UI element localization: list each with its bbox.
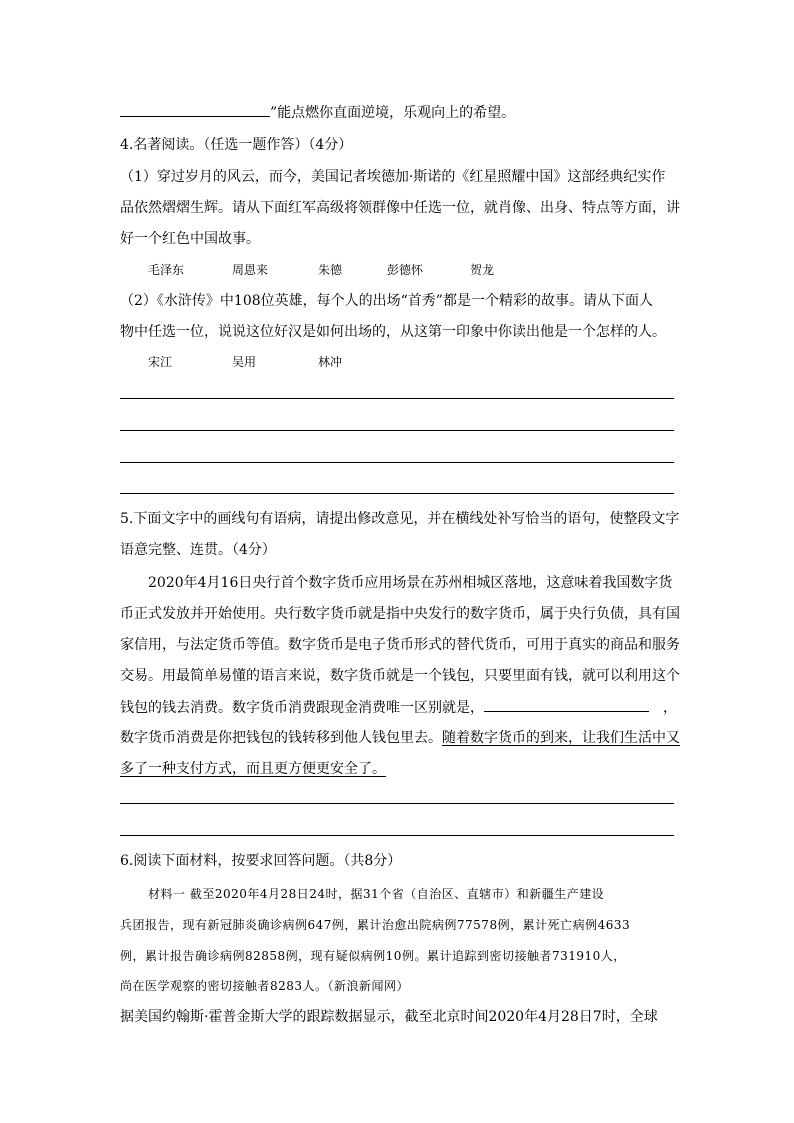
question-5-title: 语意完整、连贯。（4分） [120,542,276,558]
q4-part2-line: 物中任选一位，说说这位好汉是如何出场的，从这第一印象中你读出他是一个怎样的人。 [120,324,666,340]
material-1-line: 兵团报告，现有新冠肺炎确诊病例647例，累计治愈出院病例77578例，累计死亡病例4633 [120,918,631,932]
q5-paragraph-line [120,759,386,779]
name-option: 贺龙 [470,263,495,277]
q5-paragraph-line [120,697,677,718]
paragraph-text: 钱包的钱去消费。数字货币消费跟现金消费唯一区别就是， [120,700,484,716]
q5-paragraph-line: 币正式发放并开始使用。央行数字货币就是指中央发行的数字货币，属于央行负债，具有国 [120,606,680,622]
answer-line[interactable] [120,430,674,431]
material-1-line: 材料一 截至2020年4月28日24时，据31个省（自治区、直辖市）和新疆生产建设 [148,887,605,901]
name-option: 彭德怀 [387,263,424,277]
underlined-sentence: 多了一种支付方式，而且更方便更安全了。 [120,761,386,777]
q5-paragraph-line: 2020年4月16日央行首个数字货币应用场景在苏州相城区落地，这意味着我国数字货 [148,575,673,591]
name-option: 朱德 [318,263,343,277]
q4-part2-line: （2）《水浒传》中108位英雄，每个人的出场“首秀”都是一个精彩的故事。请从下面人 [120,293,653,309]
q4-part1-line: 品依然熠熠生辉。请从下面红军高级将领群像中任选一位，就肖像、出身、特点等方面，讲 [120,200,680,216]
q4-part1-line: 好一个红色中国故事。 [120,231,260,247]
fill-in-blank[interactable] [484,697,649,712]
name-option: 周恩来 [232,263,269,277]
material-1-line: 例，累计报告确诊病例82858例，现有疑似病例10例。累计追踪到密切接触者731910人， [120,949,626,963]
answer-line[interactable] [120,493,674,494]
answer-line[interactable] [120,462,674,463]
q5-paragraph-line: 交易。用最简单易懂的语言来说，数字货币就是一个钱包，只要里面有钱，就可以利用这个 [120,668,680,684]
answer-line[interactable] [120,398,674,399]
q6-paragraph-line: 据美国约翰斯·霍普金斯大学的跟踪数据显示，截至北京时间2020年4月28日7时，全球 [120,1009,658,1025]
answer-line-fragment [120,102,515,123]
answer-line[interactable] [120,803,674,804]
q5-paragraph-line: 家信用，与法定货币等值。数字货币是电子货币形式的替代货币，可用于真实的商品和服务 [120,637,680,653]
question-6-title: 6.阅读下面材料，按要求回答问题。（共8分） [120,853,402,869]
answer-line[interactable] [120,835,674,836]
sentence-tail: ”能点燃你直面逆境，乐观向上的希望。 [270,105,516,121]
material-1-line: 尚在医学观察的密切接触者8283人。（新浪新闻网） [120,979,410,993]
name-option: 吴用 [232,355,257,369]
fill-in-blank[interactable] [120,102,270,117]
q5-paragraph-line [120,728,680,748]
name-option: 毛泽东 [148,263,185,277]
paragraph-text: ， [663,700,677,716]
underlined-sentence: 随着数字货币的到来，让我们生活中又 [442,730,680,746]
name-option: 宋江 [148,355,173,369]
question-5-title: 5.下面文字中的画线句有语病，请提出修改意见，并在横线处补写恰当的语句，使整段文字 [120,511,680,527]
question-4-title: 4.名著阅读。（任选一题作答）（4分） [120,137,353,153]
q4-part1-line: （1）穿过岁月的风云，而今，美国记者埃德加·斯诺的《红星照耀中国》这部经典纪实作 [120,169,666,185]
paragraph-text: 数字货币消费是你把钱包的钱转移到他人钱包里去。 [120,730,442,746]
name-option: 林冲 [318,355,343,369]
